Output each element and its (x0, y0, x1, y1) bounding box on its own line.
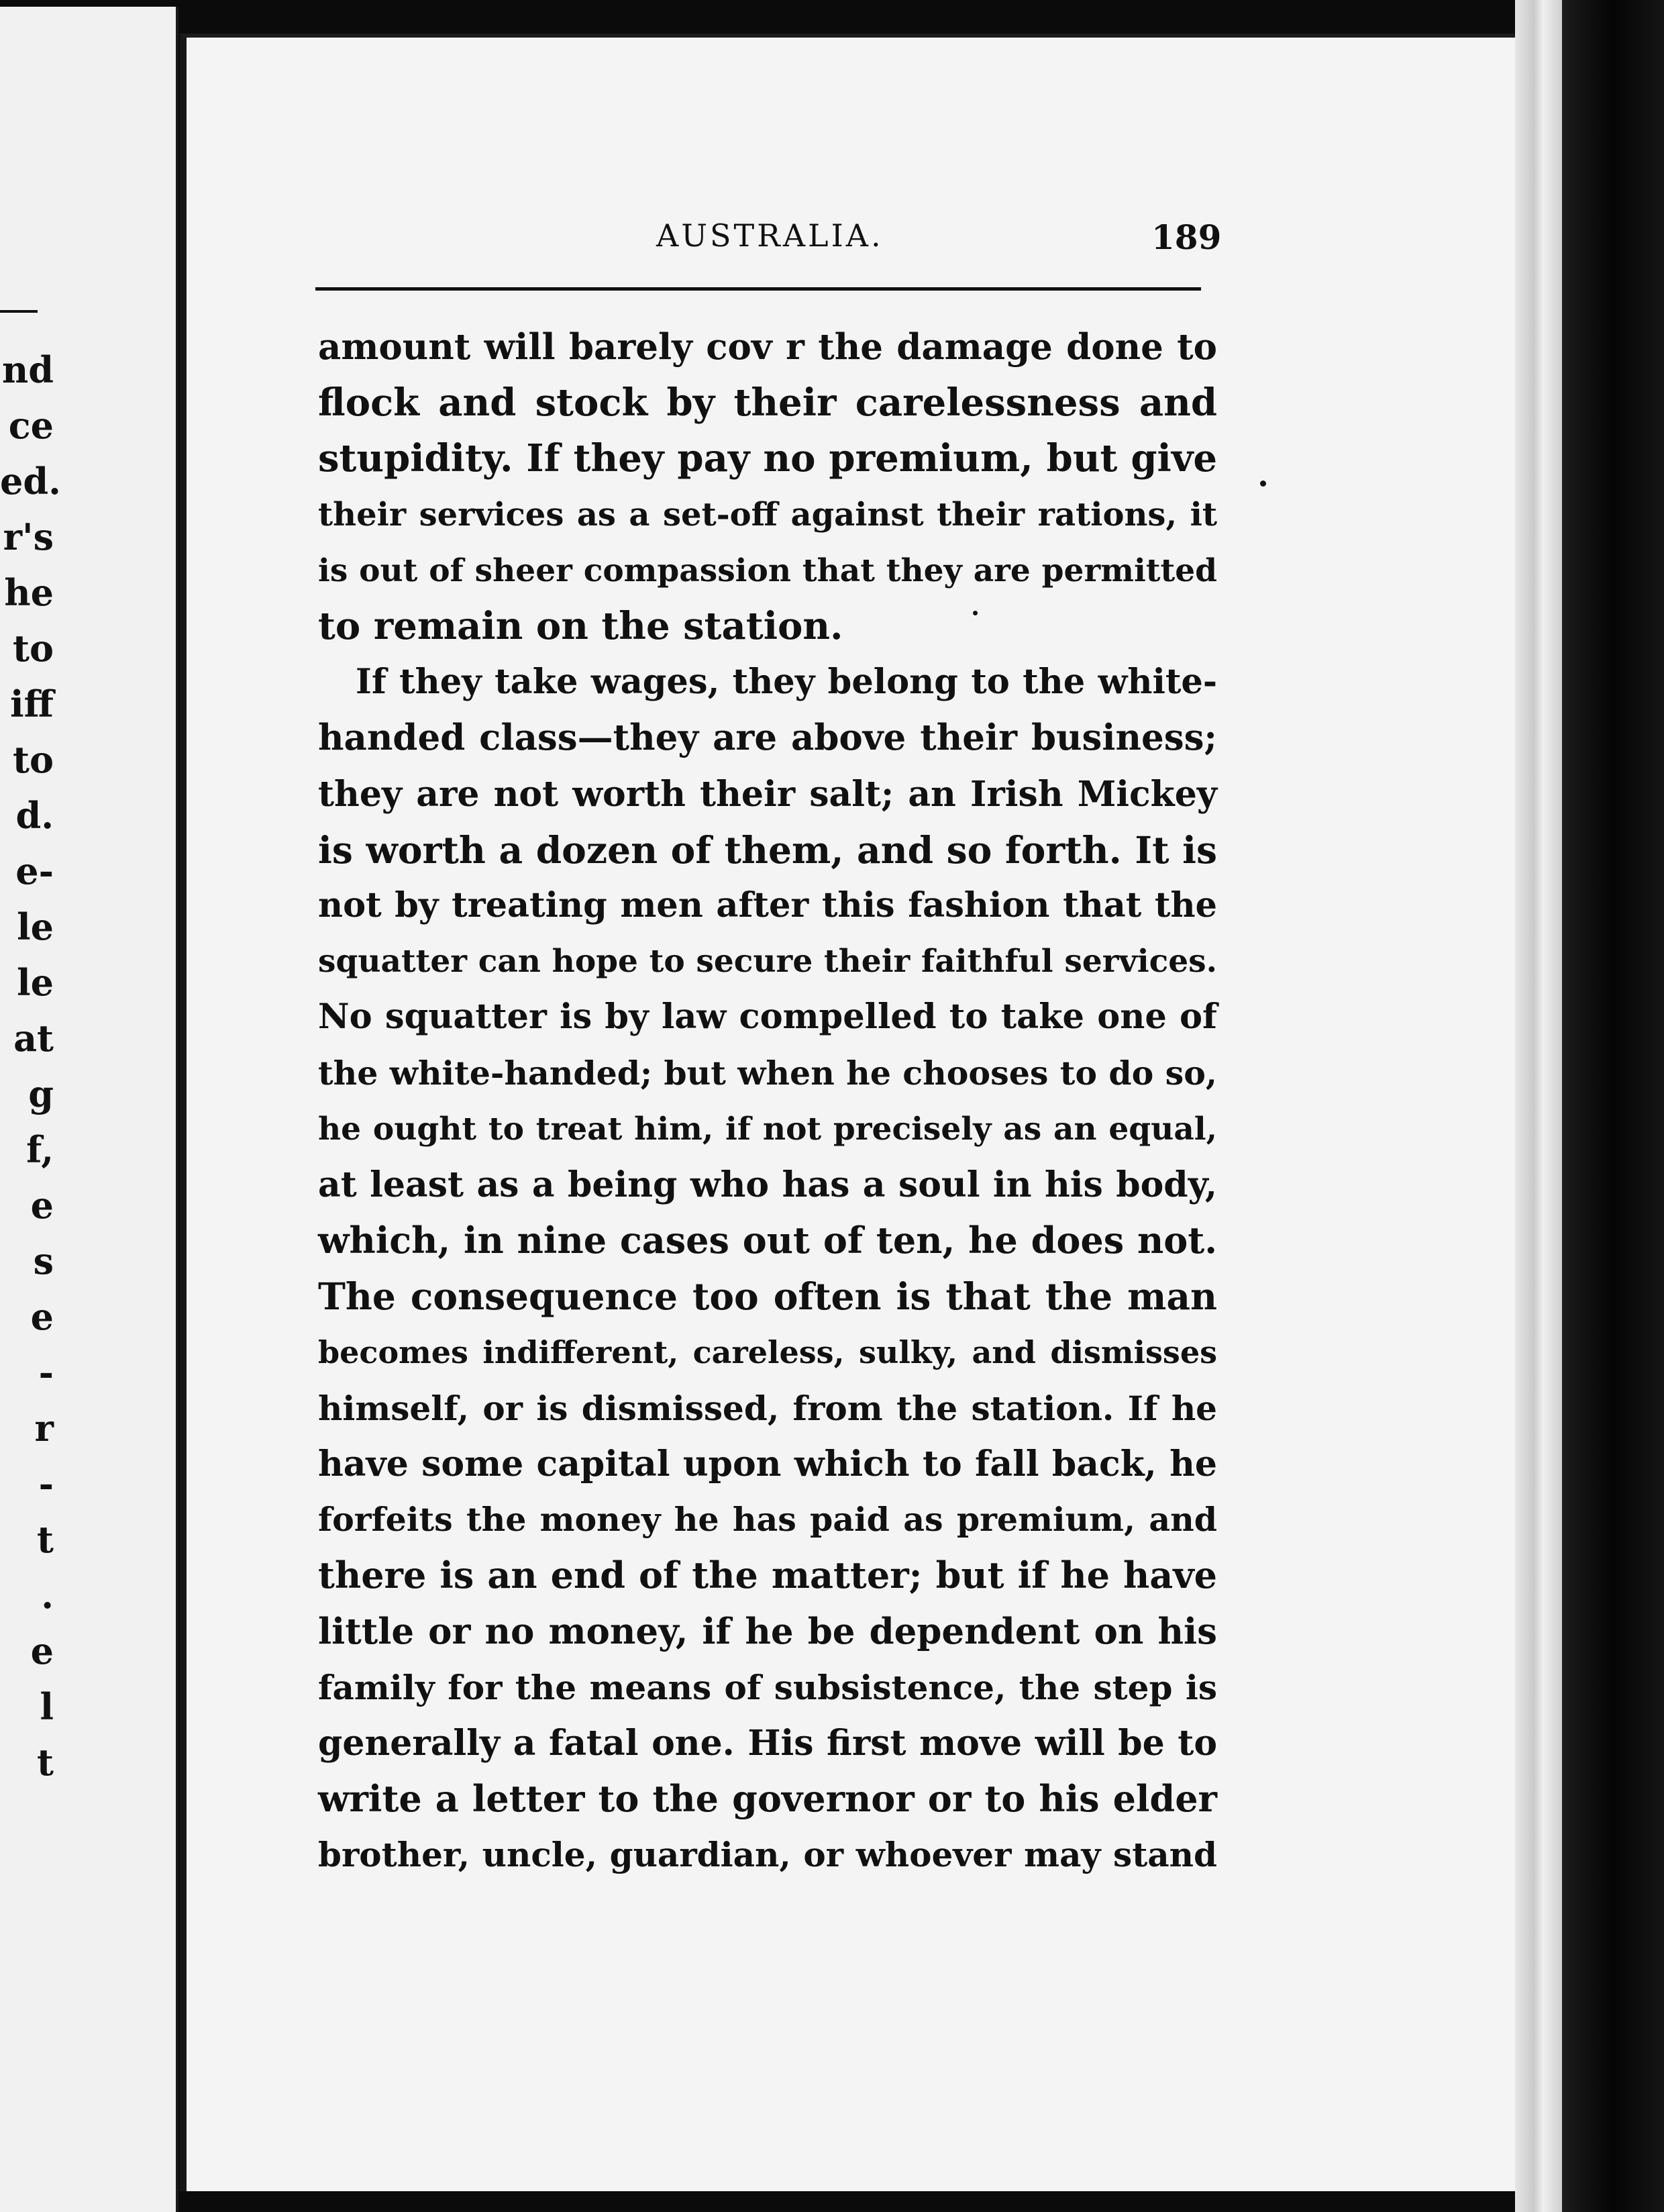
header-rule (315, 287, 1201, 291)
left-page-fragment: iff (10, 683, 54, 725)
left-page-fragment: nd (1, 348, 54, 391)
left-page-fragment: g (28, 1072, 54, 1115)
text-line: they are not worth their salt; an Irish Mickey (318, 773, 1217, 815)
book-page (180, 34, 1515, 2191)
left-page-fragment: l (40, 1685, 54, 1728)
page-edges (1515, 0, 1562, 2212)
left-page-fragment: at (13, 1017, 54, 1060)
text-line: brother, uncle, guardian, or whoever may stand (318, 1835, 1217, 1875)
page-number: 189 (1151, 217, 1222, 257)
left-facing-page (0, 7, 178, 2212)
text-line: the white-handed; but when he chooses to do so, (318, 1053, 1217, 1093)
text-line: little or no money, if he be dependent on his (318, 1610, 1217, 1652)
body-text (318, 319, 1217, 1883)
left-page-text-fragments (0, 342, 61, 1791)
left-page-fragment: e (30, 1295, 54, 1338)
text-line: their services as a set-off against their rations, it (318, 495, 1217, 534)
left-page-fragment: ce (8, 404, 54, 447)
left-page-fragment: e (30, 1629, 54, 1672)
text-line: is out of sheer compassion that they are permitted (318, 552, 1217, 589)
left-page-fragment: d. (15, 794, 54, 837)
left-page-fragment: le (17, 961, 54, 1004)
left-page-fragment: to (13, 627, 54, 670)
left-page-fragment: r (34, 1407, 54, 1450)
left-page-fragment: e (30, 1184, 54, 1227)
left-page-fragment: ed. (0, 460, 61, 503)
text-line: not by treating men after this fashion that the (318, 885, 1217, 926)
left-page-fragment: s (33, 1240, 54, 1283)
text-line: generally a fatal one. His first move will be to (318, 1723, 1217, 1764)
left-page-fragment: le (17, 905, 54, 948)
left-page-fragment: t (37, 1741, 54, 1784)
left-page-fragment: f, (26, 1128, 54, 1171)
left-page-fragment: to (13, 738, 54, 781)
text-line: If they take wages, they belong to the white- (356, 662, 1217, 703)
left-page-fragment: - (38, 1462, 54, 1505)
text-line: he ought to treat him, if not precisely as an equal, (318, 1110, 1217, 1148)
book-spine (1562, 0, 1664, 2212)
text-line: stupidity. If they pay no premium, but give (318, 436, 1217, 481)
text-line: family for the means of subsistence, the step is (318, 1667, 1217, 1707)
text-line: write a letter to the governor or to his elder (318, 1777, 1217, 1821)
text-line: is worth a dozen of them, and so forth. It is (318, 827, 1217, 872)
text-line: at least as a being who has a soul in his body, (318, 1164, 1217, 1206)
left-page-fragment: . (41, 1574, 54, 1617)
running-head (187, 217, 1522, 278)
text-line: forfeits the money he has paid as premium, and (318, 1500, 1217, 1540)
text-line: amount will barely cov r the damage done to (318, 326, 1217, 368)
text-line: handed class—they are above their business; (318, 717, 1217, 759)
left-page-fragment: t (37, 1518, 54, 1561)
left-page-fragment: r's (3, 515, 54, 558)
left-page-fragment: e- (15, 850, 54, 893)
text-line: there is an end of the matter; but if he have (318, 1554, 1217, 1597)
text-line: to remain on the station. (318, 604, 843, 649)
text-line: have some capital upon which to fall back, he (318, 1444, 1217, 1485)
text-line: becomes indifferent, careless, sulky, and dismisses (318, 1334, 1217, 1370)
left-page-rule (0, 310, 38, 313)
text-line: No squatter is by law compelled to take one of (318, 997, 1217, 1038)
running-head-title: AUSTRALIA. (656, 217, 884, 254)
left-page-fragment: - (38, 1351, 54, 1394)
text-line: The consequence too often is that the man (318, 1274, 1217, 1319)
text-line: squatter can hope to secure their faithful services. (318, 943, 1217, 981)
text-line: himself, or is dismissed, from the station. If he (318, 1388, 1217, 1428)
ink-speck (1260, 481, 1266, 487)
text-line: flock and stock by their carelessness and (318, 381, 1217, 425)
left-page-fragment: he (4, 571, 54, 614)
text-line: which, in nine cases out of ten, he does not. (318, 1219, 1217, 1262)
ink-speck (973, 611, 978, 615)
